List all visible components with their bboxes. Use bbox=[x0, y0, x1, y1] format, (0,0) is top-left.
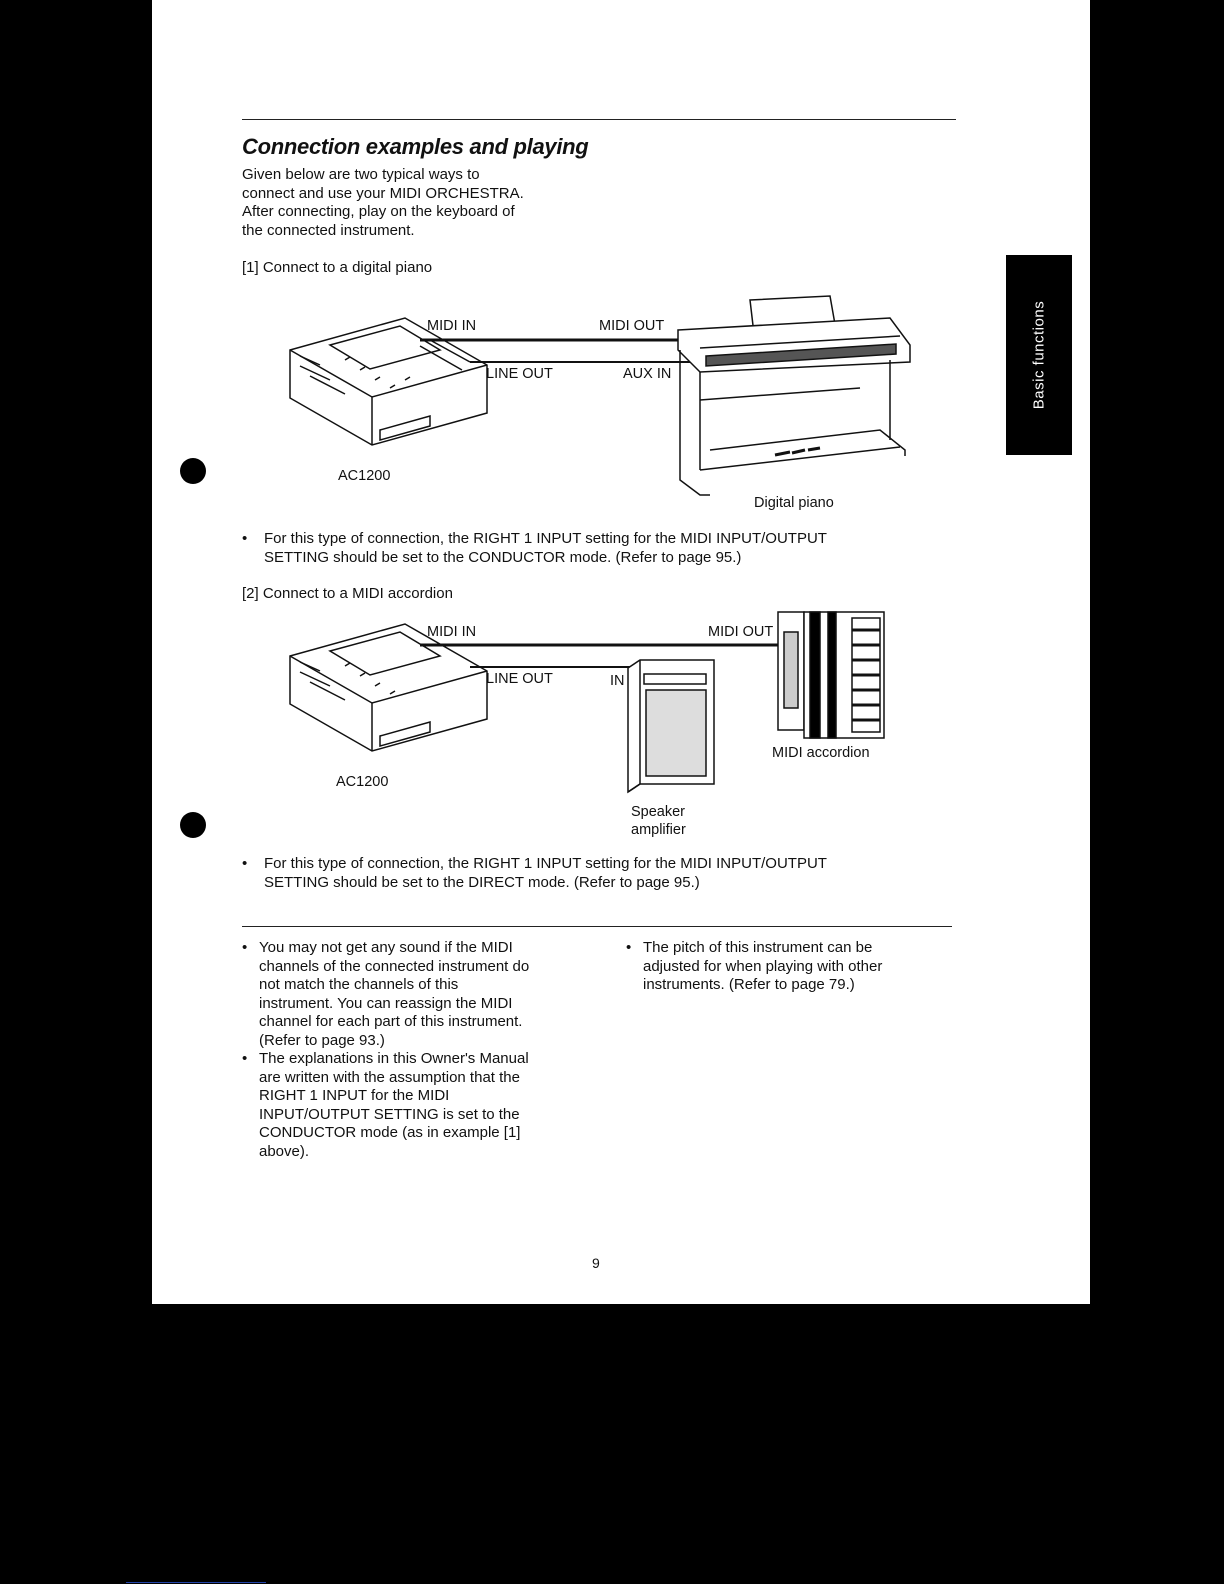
speaker-amplifier-illustration bbox=[628, 660, 714, 792]
example2-caption: [2] Connect to a MIDI accordion bbox=[242, 585, 453, 602]
note-line: are written with the assumption that the bbox=[259, 1068, 520, 1086]
bullet-dot: • bbox=[242, 939, 248, 956]
note-line: INPUT/OUTPUT SETTING is set to the bbox=[259, 1105, 520, 1123]
label-midi-accordion: MIDI accordion bbox=[772, 745, 870, 761]
note-line: The pitch of this instrument can be bbox=[643, 939, 873, 956]
bullet-dot: • bbox=[626, 939, 632, 956]
label-midi-out: MIDI OUT bbox=[599, 318, 665, 334]
note-line: For this type of connection, the RIGHT 1 INPUT setting for the MIDI INPUT/OUTPUT bbox=[264, 530, 827, 547]
page-number: 9 bbox=[592, 1255, 600, 1271]
label-digital-piano: Digital piano bbox=[754, 495, 834, 511]
note-line: RIGHT 1 INPUT for the MIDI bbox=[259, 1087, 450, 1105]
note-line: instrument. You can reassign the MIDI bbox=[259, 994, 513, 1012]
midi-accordion-illustration bbox=[778, 612, 884, 738]
label-device: AC1200 bbox=[338, 468, 391, 484]
note-line: instruments. (Refer to page 79.) bbox=[643, 976, 855, 994]
note-line: (Refer to page 93.) bbox=[259, 1031, 385, 1049]
note-line: channels of the connected instrument do bbox=[259, 957, 530, 975]
section-heading: Connection examples and playing bbox=[242, 134, 589, 159]
note-line: not match the channels of this bbox=[259, 976, 459, 994]
intro-line: connect and use your MIDI ORCHESTRA. bbox=[242, 184, 524, 202]
label-midi-in: MIDI IN bbox=[427, 624, 477, 640]
note-line: above). bbox=[259, 1142, 310, 1160]
label-device: AC1200 bbox=[336, 774, 389, 790]
notes-rule bbox=[242, 926, 952, 927]
note-line: CONDUCTOR mode (as in example [1] bbox=[259, 1124, 521, 1142]
label-line-out: LINE OUT bbox=[486, 671, 553, 687]
note-line: adjusted for when playing with other bbox=[643, 957, 883, 975]
ac1200-unit-illustration bbox=[290, 624, 487, 751]
label-in: IN bbox=[610, 673, 625, 689]
side-tab-label: Basic functions bbox=[1030, 300, 1048, 410]
intro-line: Given below are two typical ways to bbox=[242, 166, 480, 183]
label-speaker: Speaker bbox=[631, 804, 686, 820]
label-amplifier: amplifier bbox=[631, 822, 686, 838]
note-text bbox=[259, 1050, 529, 1162]
note-line: You may not get any sound if the MIDI bbox=[259, 939, 513, 956]
bullet-dot: • bbox=[242, 530, 248, 547]
label-midi-in: MIDI IN bbox=[427, 318, 477, 334]
note-line: channel for each part of this instrument. bbox=[259, 1013, 523, 1031]
intro-line: After connecting, play on the keyboard of bbox=[242, 203, 515, 221]
note-text bbox=[643, 939, 882, 995]
bullet-dot: • bbox=[242, 1050, 248, 1067]
bottom-edge-line bbox=[126, 1582, 266, 1583]
intro-line: the connected instrument. bbox=[242, 221, 415, 239]
note-line: SETTING should be set to the CONDUCTOR mode. (Refer to page 95.) bbox=[264, 548, 742, 566]
example2-note-text bbox=[264, 855, 827, 892]
label-line-out: LINE OUT bbox=[486, 366, 553, 382]
example1-caption: [1] Connect to a digital piano bbox=[242, 259, 433, 276]
bullet-dot: • bbox=[242, 855, 248, 872]
note-line: SETTING should be set to the DIRECT mode. (Refer to page 95.) bbox=[264, 873, 700, 891]
label-aux-in: AUX IN bbox=[623, 366, 672, 382]
label-midi-out: MIDI OUT bbox=[708, 624, 774, 640]
note-text bbox=[259, 939, 529, 1051]
note-line: The explanations in this Owner's Manual bbox=[259, 1050, 529, 1067]
note-line: For this type of connection, the RIGHT 1 INPUT setting for the MIDI INPUT/OUTPUT bbox=[264, 855, 827, 872]
